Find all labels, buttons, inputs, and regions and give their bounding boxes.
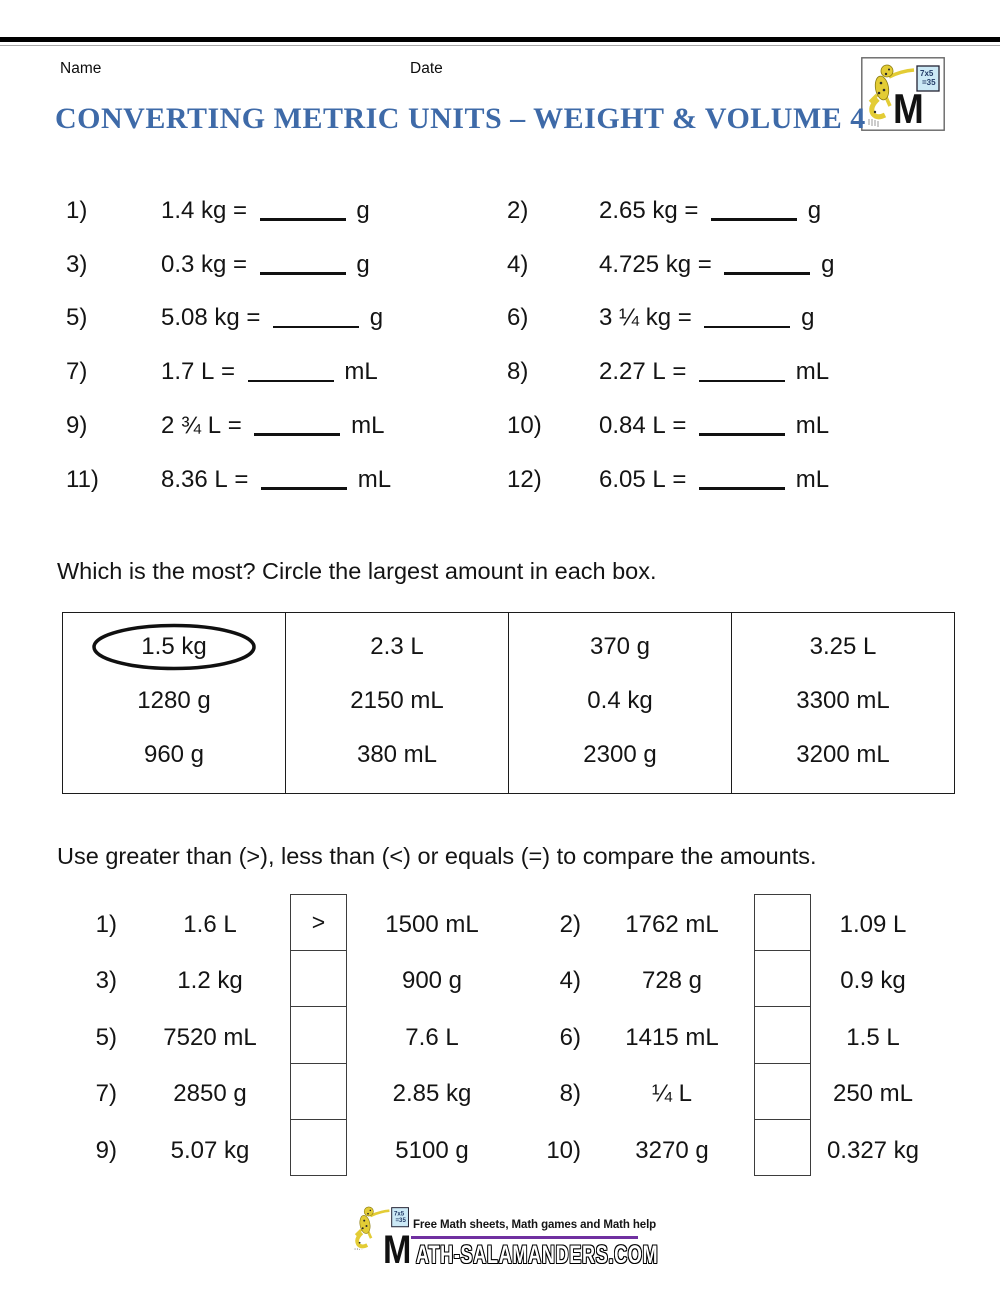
comparison-answer-box: > [311, 909, 326, 936]
problem-lhs: 2.27 L [599, 358, 666, 386]
comparison-number: 2) [559, 911, 581, 938]
comparison-number: 6) [559, 1023, 581, 1051]
comparison-left-value: 5.07 kg [170, 1136, 250, 1164]
conversion-problem-12 [507, 462, 967, 498]
problem-unit: g [801, 304, 815, 332]
problem-lhs: 1.7 L [161, 358, 215, 386]
problem-lhs: 2 ¾ L [161, 411, 222, 439]
conversion-problem-10 [507, 408, 967, 444]
logo-m-letter: M [893, 85, 924, 131]
problem-text: 5.08 kg = g [161, 304, 384, 332]
answer-blank [724, 272, 810, 275]
answer-blank [273, 326, 359, 329]
problem-text: 1.7 L = mL [161, 358, 378, 386]
comparison-row-2 [0, 953, 1000, 1009]
conversion-problem-8 [507, 354, 967, 390]
problem-lhs: 5.08 kg [161, 304, 240, 332]
answer-blank [699, 487, 785, 490]
comparison-left-value: 728 g [641, 967, 703, 995]
conversion-problem-2 [507, 193, 967, 229]
footer-site-name [383, 1228, 753, 1272]
problem-number: 9) [66, 411, 88, 439]
amount-text: 2300 g [583, 741, 657, 768]
site-name-rest: ATH-SALAMANDERS.COM [416, 1241, 659, 1269]
comparison-right-value: 1.09 L [839, 911, 907, 938]
amount-text: 3300 mL [796, 687, 890, 714]
amount-value [810, 620, 877, 674]
board-text-line2: =35 [922, 78, 936, 87]
answer-box-strip-right [754, 894, 811, 1176]
amount-value [144, 728, 204, 782]
conversion-problem-11 [66, 462, 526, 498]
problem-lhs: 2.65 kg [599, 197, 678, 224]
conversion-problem-3 [66, 247, 529, 283]
amount-box-2 [286, 613, 509, 793]
conversion-problem-6 [507, 300, 967, 336]
amount-text: 3200 mL [796, 741, 890, 768]
comparison-number: 4) [559, 967, 581, 995]
amount-text: 1.5 kg [141, 633, 207, 660]
answer-blank [711, 218, 797, 221]
circle-largest-heading: Which is the most? Circle the largest amount in each box. [57, 558, 657, 584]
comparison-right-value: 1500 mL [385, 911, 479, 938]
comparison-row-4 [0, 1066, 1000, 1122]
problem-text: 2.65 kg = g [599, 197, 822, 224]
problem-text: 4.725 kg = g [599, 250, 835, 278]
comparison-number: 10) [546, 1136, 581, 1164]
comparison-answer-box [755, 1119, 810, 1175]
problem-number: 4) [507, 250, 529, 278]
problem-unit: mL [795, 411, 830, 439]
problem-lhs: 8.36 L [161, 465, 228, 493]
date-label: Date [410, 60, 443, 77]
problem-unit: g [356, 197, 370, 224]
comparison-right-value: 2.85 kg [392, 1080, 472, 1108]
problem-number: 2) [507, 197, 529, 224]
amount-value [587, 674, 652, 728]
amount-text: 370 g [589, 633, 651, 660]
amount-text: 960 g [143, 741, 205, 768]
comparison-number: 3) [95, 967, 117, 995]
comparison-left-value: ¼ L [651, 1080, 693, 1108]
answer-blank [261, 487, 347, 490]
answer-blank [704, 326, 790, 329]
compare-heading: Use greater than (>), less than (<) or equals (=) to compare the amounts. [57, 843, 817, 869]
comparison-left-value: 3270 g [635, 1136, 709, 1164]
conversion-problem-5 [66, 300, 529, 336]
problem-text: 6.05 L = mL [599, 465, 830, 493]
problem-text: 0.84 L = mL [599, 411, 830, 439]
amount-text: 3.25 L [809, 633, 877, 660]
comparison-left-value: 1762 mL [625, 911, 719, 938]
amount-text: 2150 mL [350, 687, 444, 714]
amount-value [357, 728, 437, 782]
comparison-left-value: 7520 mL [163, 1023, 257, 1051]
site-name-initial: M [383, 1228, 412, 1272]
comparison-right-value: 250 mL [832, 1080, 914, 1108]
comparison-right-value: 7.6 L [405, 1023, 459, 1051]
problem-number: 12) [507, 465, 542, 493]
problem-unit: mL [795, 465, 830, 493]
problem-lhs: 0.3 kg [161, 250, 227, 278]
board-text-line1: 7x5 [920, 69, 934, 78]
amount-value [370, 620, 423, 674]
comparison-number: 7) [95, 1080, 117, 1108]
answer-blank [260, 218, 346, 221]
comparison-right-value: 900 g [401, 967, 463, 995]
comparison-right-value: 0.9 kg [840, 967, 906, 995]
problem-lhs: 3 ¼ kg [599, 304, 672, 332]
amount-text: 2.3 L [370, 633, 424, 660]
comparison-left-value: 1.6 L [183, 911, 237, 938]
problem-number: 10) [507, 411, 542, 439]
problem-number: 3) [66, 250, 88, 278]
amount-text: 1280 g [137, 687, 211, 714]
problem-number: 5) [66, 304, 88, 332]
conversion-problem-1 [66, 193, 529, 229]
problem-lhs: 1.4 kg [161, 197, 227, 224]
problem-unit: g [807, 197, 822, 224]
top-rule-thick [0, 37, 1000, 42]
amount-text: 380 mL [356, 741, 438, 768]
problem-unit: g [356, 250, 370, 278]
problem-number: 1) [66, 197, 88, 224]
problem-text: 8.36 L = mL [161, 465, 392, 493]
problem-number: 11) [66, 465, 99, 493]
comparison-left-value: 1415 mL [625, 1023, 719, 1051]
comparison-left-value: 1.2 kg [177, 967, 243, 995]
conversion-problem-7 [66, 354, 529, 390]
amount-value [350, 674, 443, 728]
amount-value [137, 674, 210, 728]
comparison-answer-box [291, 1063, 346, 1119]
amount-value [590, 620, 650, 674]
problem-number: 7) [66, 358, 88, 386]
comparison-right-value: 5100 g [395, 1136, 469, 1164]
amount-box-3 [509, 613, 732, 793]
problem-unit: mL [795, 358, 830, 386]
answer-box-strip-left [290, 894, 347, 1176]
comparison-number: 1) [95, 911, 117, 938]
problem-lhs: 0.84 L [599, 411, 666, 439]
comparison-answer-box [291, 1119, 346, 1175]
amount-value [141, 620, 206, 674]
problem-unit: g [821, 250, 835, 278]
comparison-row-3 [0, 1010, 1000, 1066]
name-label: Name [60, 60, 102, 77]
answer-blank [254, 433, 340, 436]
logo-graphic [861, 57, 945, 131]
footer-tagline: Free Math sheets, Math games and Math help [413, 1219, 657, 1231]
comparison-left-value: 2850 g [173, 1080, 247, 1108]
comparison-row-1 [0, 897, 1000, 953]
comparison-row-5 [0, 1123, 1000, 1179]
problem-unit: mL [344, 358, 378, 386]
comparison-number: 9) [95, 1136, 117, 1164]
comparison-answer-box [755, 1006, 810, 1062]
problem-text: 2.27 L = mL [599, 358, 830, 386]
comparison-answer-box [291, 950, 346, 1006]
top-rule-thin [0, 45, 1000, 46]
problem-text: 3 ¼ kg = g [599, 304, 815, 332]
problem-unit: mL [351, 411, 385, 439]
comparison-answer-box [291, 1006, 346, 1062]
conversion-problem-4 [507, 247, 967, 283]
problem-number: 6) [507, 304, 529, 332]
comparison-answer-box [755, 1063, 810, 1119]
answer-blank [260, 272, 346, 275]
problem-unit: mL [357, 465, 392, 493]
answer-blank [248, 380, 334, 383]
amount-value [796, 674, 889, 728]
largest-amount-table [62, 612, 955, 794]
problem-lhs: 4.725 kg [599, 250, 692, 278]
amount-value [583, 728, 656, 782]
conversion-problem-9 [66, 408, 526, 444]
problem-text: 2 ¾ L = mL [161, 411, 385, 439]
answer-blank [699, 380, 785, 383]
answer-blank [699, 433, 785, 436]
problem-unit: g [369, 304, 384, 332]
comparison-answer-box [755, 895, 810, 950]
comparison-number: 5) [95, 1023, 117, 1051]
problem-lhs: 6.05 L [599, 465, 666, 493]
worksheet-title: CONVERTING METRIC UNITS – WEIGHT & VOLUME 4 [55, 102, 866, 135]
problem-text: 1.4 kg = g [161, 197, 370, 224]
amount-value [796, 728, 889, 782]
amount-text: 0.4 kg [587, 687, 653, 714]
comparison-right-value: 1.5 L [846, 1023, 900, 1051]
comparison-answer-box [755, 950, 810, 1006]
problem-text: 0.3 kg = g [161, 250, 370, 278]
amount-box-1 [63, 613, 286, 793]
amount-box-4 [732, 613, 954, 793]
problem-number: 8) [507, 358, 529, 386]
comparison-right-value: 0.327 kg [826, 1136, 920, 1164]
math-salamanders-logo [861, 57, 945, 136]
comparison-number: 8) [559, 1080, 581, 1108]
